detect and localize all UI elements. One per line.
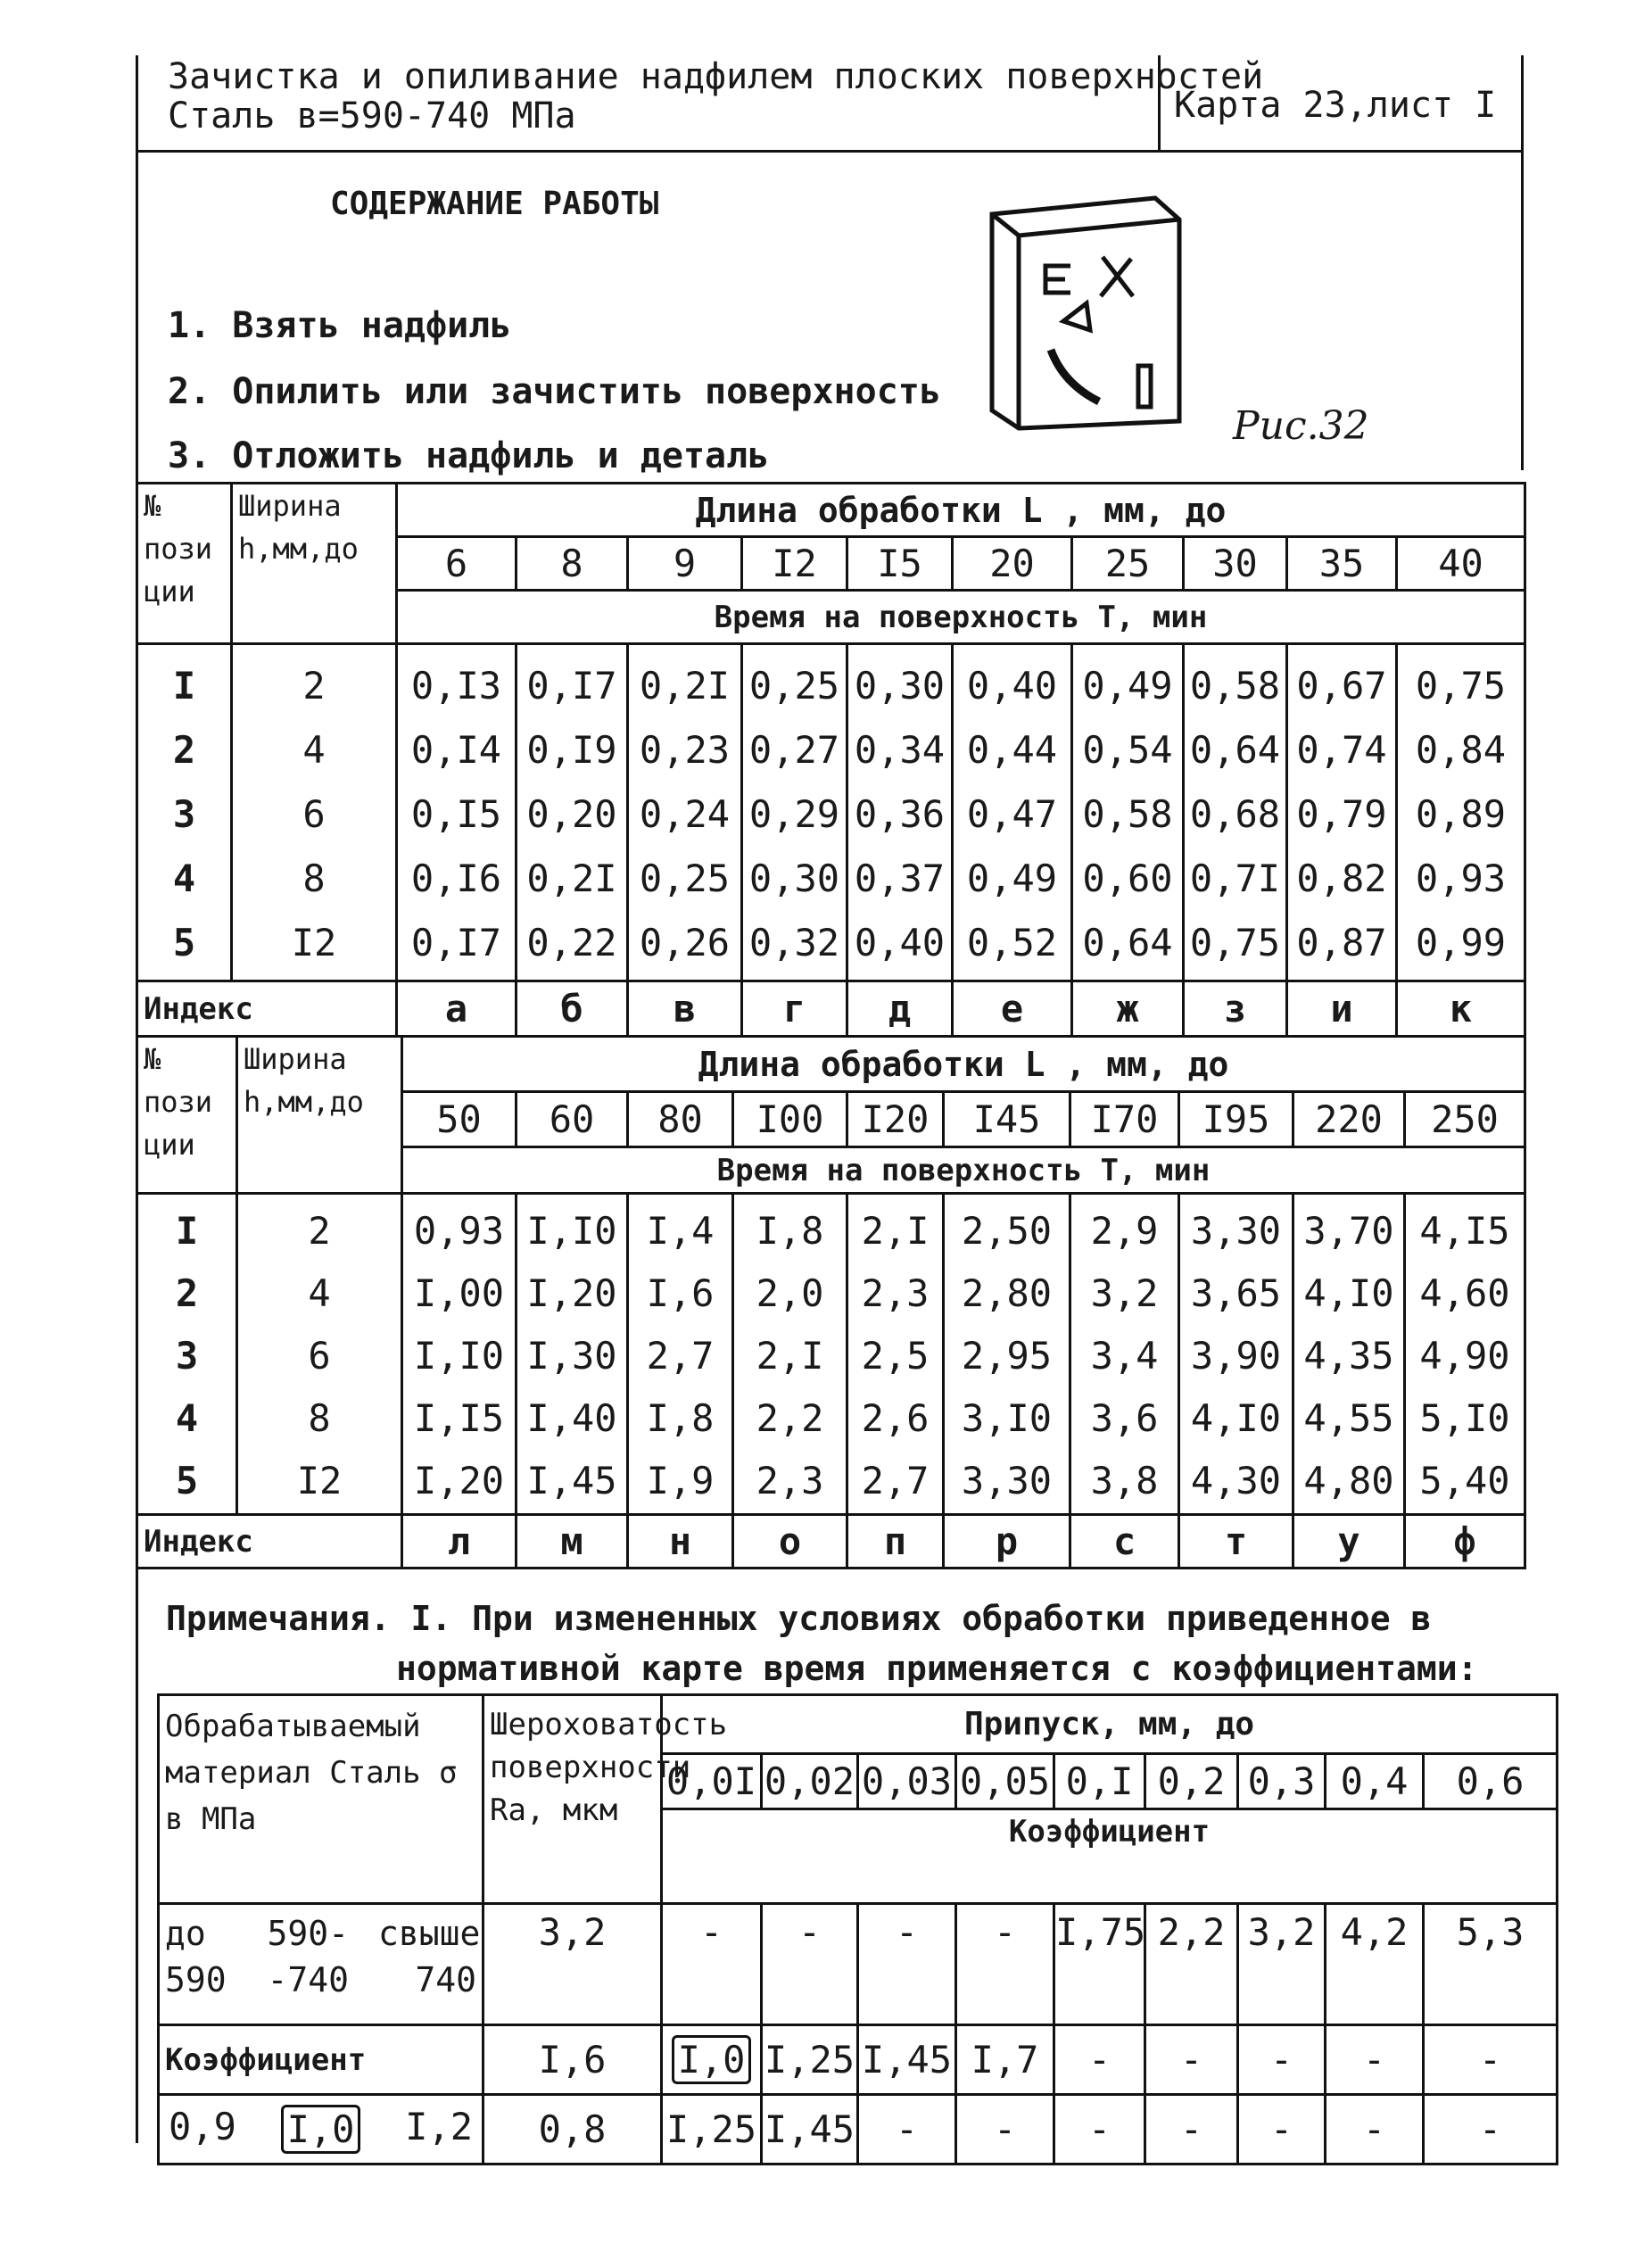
time-value-cell: 4,I0: [1190, 1396, 1282, 1440]
material-coef: 0,9: [169, 2105, 236, 2148]
material-range: 590- -740: [267, 1914, 350, 1999]
coef-cell: 2,2: [1145, 1904, 1238, 2025]
position-cell: 2: [172, 728, 196, 772]
coef-row-3: [159, 2095, 1558, 2165]
length-cell: I95: [1179, 1092, 1293, 1147]
boxed-value: I,0: [672, 2035, 752, 2084]
length-cell: I70: [1070, 1092, 1179, 1147]
col-width-header: Ширина h,мм,до: [232, 484, 397, 644]
coef-cell: I,25: [762, 2025, 858, 2095]
index-cell: т: [1179, 1515, 1293, 1569]
note-line2: нормативной карте время применяется с коэффициентами:: [396, 1649, 1478, 1688]
coef-cell: -: [762, 1904, 858, 2025]
coef-row-2: [159, 2025, 1558, 2095]
time-value-cell: I,9: [646, 1459, 715, 1502]
time-value-cell: 2,3: [756, 1459, 824, 1502]
time-value-cell: 0,40: [966, 664, 1058, 708]
time-value-cell: 0,2I: [639, 664, 731, 708]
allowance-cell: 0,05: [956, 1754, 1054, 1809]
time-value-cell: 0,82: [1296, 857, 1387, 900]
length-cell: I2: [742, 537, 847, 591]
allowance-cell: 0,0I: [662, 1754, 762, 1809]
time-value-cell: 0,30: [854, 664, 946, 708]
index-cell: д: [847, 981, 953, 1037]
values-column: [1293, 1194, 1405, 1515]
right-border-top: [1521, 55, 1524, 470]
time-value-cell: 0,34: [854, 728, 946, 772]
coef-cell: 4,2: [1326, 1904, 1424, 2025]
time-value-cell: I,4: [646, 1209, 715, 1253]
time-value-cell: I,20: [413, 1459, 505, 1502]
time-value-cell: 0,I7: [526, 664, 617, 708]
time-value-cell: 0,26: [639, 921, 731, 964]
time-value-cell: 0,75: [1189, 921, 1281, 964]
length-cell: 9: [628, 537, 742, 591]
index-cell: ж: [1072, 981, 1184, 1037]
time-value-cell: 4,55: [1303, 1396, 1394, 1440]
time-value-cell: 0,27: [748, 728, 840, 772]
time-value-cell: 3,30: [961, 1459, 1053, 1502]
index-cell: е: [953, 981, 1072, 1037]
time-value-cell: 0,49: [1082, 664, 1173, 708]
width-cell: 2: [308, 1209, 331, 1253]
width-cell: I2: [291, 921, 337, 964]
time-value-cell: 2,95: [961, 1334, 1053, 1378]
values-column: [733, 1194, 847, 1515]
time-value-cell: 2,50: [961, 1209, 1053, 1253]
time-value-cell: 4,90: [1419, 1334, 1510, 1378]
time-value-cell: 0,29: [748, 792, 840, 836]
time-value-cell: 3,90: [1190, 1334, 1282, 1378]
length-header: Длина обработки L , мм, до: [397, 484, 1525, 537]
time-value-cell: 5,40: [1419, 1459, 1510, 1502]
values-column: [953, 644, 1072, 981]
length-cell: 20: [953, 537, 1072, 591]
time-header: Время на поверхность Т, мин: [402, 1147, 1525, 1194]
allowance-cell: 0,2: [1145, 1754, 1238, 1809]
time-value-cell: 0,2I: [526, 857, 617, 900]
index-cell: н: [628, 1515, 733, 1569]
time-value-cell: 3,8: [1090, 1459, 1159, 1502]
coef-row-1: [159, 1904, 1558, 2025]
coefficient-header: Коэффициент: [662, 1809, 1558, 1904]
time-value-cell: I,I5: [413, 1396, 505, 1440]
note-line1: Примечания. I. При измененных условиях обработки приведенное в: [166, 1599, 1432, 1638]
values-column: [1070, 1194, 1179, 1515]
coef-cell: -: [1238, 2025, 1326, 2095]
coef-cell: I,75: [1054, 1904, 1145, 2025]
length-cell: 8: [516, 537, 628, 591]
position-cell: 2: [175, 1271, 199, 1315]
time-value-cell: 0,I3: [410, 664, 502, 708]
time-value-cell: 2,2: [756, 1396, 824, 1440]
time-value-cell: 0,93: [413, 1209, 505, 1253]
card-number: Карта 23,лист I: [1174, 85, 1497, 126]
bracket-icon: [1045, 266, 1070, 293]
roughness-header: Шероховатость поверхности Ra, мкм: [483, 1695, 662, 1904]
time-value-cell: 2,I: [756, 1334, 824, 1378]
position-cell: I: [175, 1209, 199, 1253]
material-range: свыше 740: [378, 1914, 481, 1999]
index-label: Индекс: [137, 981, 397, 1037]
length-header: Длина обработки L , мм, до: [402, 1037, 1525, 1092]
time-value-cell: 2,3: [861, 1271, 930, 1315]
allowance-cell: 0,02: [762, 1754, 858, 1809]
width-cell: 6: [302, 792, 326, 836]
width-cell: 8: [308, 1396, 331, 1440]
time-value-cell: 4,80: [1303, 1459, 1394, 1502]
time-value-cell: 2,7: [861, 1459, 930, 1502]
time-table-1: [136, 482, 1526, 1038]
bar-icon: [1138, 366, 1151, 407]
coefficient-label: Коэффициент: [159, 2025, 483, 2095]
length-cell: 80: [628, 1092, 733, 1147]
width-cell: 6: [308, 1334, 331, 1378]
triangle-icon: [1063, 303, 1090, 330]
time-value-cell: 2,5: [861, 1334, 930, 1378]
time-value-cell: 0,I6: [410, 857, 502, 900]
coef-cell: -: [1424, 2095, 1558, 2165]
values-column: [1184, 644, 1287, 981]
values-column: [1405, 1194, 1525, 1515]
values-column: [1179, 1194, 1293, 1515]
header-bottom-line: [136, 150, 1524, 153]
values-column: [628, 1194, 733, 1515]
allowance-header: Припуск, мм, до: [662, 1695, 1558, 1754]
time-value-cell: 0,64: [1189, 728, 1281, 772]
material-range: до 590: [165, 1914, 227, 1999]
roughness-cell: 3,2: [483, 1904, 662, 2025]
coef-cell: I,7: [956, 2025, 1054, 2095]
time-value-cell: 0,79: [1296, 792, 1387, 836]
index-cell: г: [742, 981, 847, 1037]
index-cell: р: [944, 1515, 1070, 1569]
coef-cell: -: [1145, 2025, 1238, 2095]
index-label: Индекс: [137, 1515, 402, 1569]
values-column: [402, 1194, 516, 1515]
values-column: [847, 1194, 944, 1515]
index-cell: м: [516, 1515, 628, 1569]
time-value-cell: 4,60: [1419, 1271, 1510, 1315]
allowance-cell: 0,4: [1326, 1754, 1424, 1809]
length-cell: 30: [1184, 537, 1287, 591]
time-value-cell: 3,6: [1090, 1396, 1159, 1440]
time-value-cell: 0,74: [1296, 728, 1387, 772]
coef-cell-boxed: [662, 2025, 762, 2095]
length-cell: 35: [1287, 537, 1397, 591]
length-cell: 60: [516, 1092, 628, 1147]
coef-cell: -: [1238, 2095, 1326, 2165]
coef-cell: 3,2: [1238, 1904, 1326, 2025]
time-value-cell: 2,9: [1090, 1209, 1159, 1253]
time-value-cell: 0,44: [966, 728, 1058, 772]
time-value-cell: 0,52: [966, 921, 1058, 964]
time-value-cell: 0,84: [1415, 728, 1507, 772]
time-value-cell: 0,25: [748, 664, 840, 708]
coefficient-table: [157, 1693, 1558, 2165]
time-value-cell: 4,30: [1190, 1459, 1282, 1502]
time-value-cell: I,8: [756, 1209, 824, 1253]
values-column: [847, 644, 953, 981]
values-column: [1397, 644, 1525, 981]
time-value-cell: 0,58: [1189, 664, 1281, 708]
time-value-cell: 0,89: [1415, 792, 1507, 836]
length-cell: 25: [1072, 537, 1184, 591]
index-cell: ф: [1405, 1515, 1525, 1569]
coef-cell: -: [662, 1904, 762, 2025]
width-cell: 8: [302, 857, 326, 900]
time-value-cell: 3,30: [1190, 1209, 1282, 1253]
time-value-cell: 0,I5: [410, 792, 502, 836]
material-header: Обрабатываемый материал Сталь σ в МПа: [159, 1695, 483, 1904]
coef-cell: -: [956, 1904, 1054, 2025]
allowance-cell: 0,I: [1054, 1754, 1145, 1809]
position-cell: 3: [172, 792, 196, 836]
length-cell: I5: [847, 537, 953, 591]
coef-cell: -: [1326, 2095, 1424, 2165]
coef-cell: -: [1054, 2025, 1145, 2095]
time-value-cell: 2,6: [861, 1396, 930, 1440]
values-column: [1287, 644, 1397, 981]
values-column: [397, 644, 516, 981]
coef-cell: -: [858, 2095, 956, 2165]
values-block: [137, 1194, 1525, 1515]
index-row: [137, 981, 1525, 1037]
needle-file-figure: [981, 187, 1186, 446]
index-cell: л: [402, 1515, 516, 1569]
positions-column: [137, 644, 232, 981]
coef-cell: -: [956, 2095, 1054, 2165]
positions-column: [137, 1194, 237, 1515]
time-value-cell: 0,47: [966, 792, 1058, 836]
time-value-cell: 0,23: [639, 728, 731, 772]
time-value-cell: 0,I4: [410, 728, 502, 772]
values-column: [944, 1194, 1070, 1515]
col-width-header: Ширина h,мм,до: [237, 1037, 402, 1194]
time-value-cell: 5,I0: [1419, 1396, 1510, 1440]
time-value-cell: 0,64: [1082, 921, 1173, 964]
index-cell: в: [628, 981, 742, 1037]
widths-column: [232, 644, 397, 981]
coef-cell: -: [1424, 2025, 1558, 2095]
time-value-cell: 0,58: [1082, 792, 1173, 836]
time-value-cell: 0,32: [748, 921, 840, 964]
material-coef: I,2: [405, 2105, 473, 2148]
step-3: 3. Отложить надфиль и деталь: [168, 435, 770, 476]
position-cell: 5: [172, 921, 196, 964]
time-value-cell: 3,65: [1190, 1271, 1282, 1315]
time-value-cell: 2,7: [646, 1334, 715, 1378]
widths-column: [237, 1194, 402, 1515]
time-value-cell: I,00: [413, 1271, 505, 1315]
time-value-cell: 0,36: [854, 792, 946, 836]
time-header: Время на поверхность Т, мин: [397, 591, 1525, 644]
time-value-cell: 0,49: [966, 857, 1058, 900]
header-title-line2: Сталь в=590-740 МПа: [168, 95, 576, 137]
allowance-cell: 0,3: [1238, 1754, 1326, 1809]
time-value-cell: 3,70: [1303, 1209, 1394, 1253]
position-cell: 5: [175, 1459, 199, 1502]
time-value-cell: 4,35: [1303, 1334, 1394, 1378]
material-coef-boxed: I,0: [281, 2105, 361, 2154]
time-value-cell: 0,93: [1415, 857, 1507, 900]
time-value-cell: I,40: [526, 1396, 617, 1440]
position-cell: 4: [172, 857, 196, 900]
width-cell: 4: [302, 728, 326, 772]
time-value-cell: 4,I0: [1303, 1271, 1394, 1315]
section-heading: СОДЕРЖАНИЕ РАБОТЫ: [330, 186, 659, 222]
figure-caption: Рис.32: [1233, 403, 1369, 449]
time-value-cell: 0,99: [1415, 921, 1507, 964]
step-1: 1. Взять надфиль: [168, 305, 512, 346]
time-value-cell: 0,68: [1189, 792, 1281, 836]
time-value-cell: I,45: [526, 1459, 617, 1502]
length-cell: I45: [944, 1092, 1070, 1147]
time-value-cell: 0,25: [639, 857, 731, 900]
cross-icon: [1101, 257, 1133, 296]
index-cell: к: [1397, 981, 1525, 1037]
length-cell: 50: [402, 1092, 516, 1147]
index-cell: з: [1184, 981, 1287, 1037]
coef-cell: -: [1145, 2095, 1238, 2165]
arc-icon: [1051, 350, 1099, 401]
index-cell: о: [733, 1515, 847, 1569]
time-table-2: [136, 1035, 1526, 1569]
time-value-cell: 0,37: [854, 857, 946, 900]
time-value-cell: 0,20: [526, 792, 617, 836]
time-value-cell: 3,I0: [961, 1396, 1053, 1440]
time-value-cell: 3,2: [1090, 1271, 1159, 1315]
coef-cell: 5,3: [1424, 1904, 1558, 2025]
time-value-cell: 0,87: [1296, 921, 1387, 964]
time-value-cell: 0,54: [1082, 728, 1173, 772]
width-cell: I2: [296, 1459, 343, 1502]
time-value-cell: 0,67: [1296, 664, 1387, 708]
width-cell: 4: [308, 1271, 331, 1315]
index-cell: б: [516, 981, 628, 1037]
time-value-cell: 0,30: [748, 857, 840, 900]
time-value-cell: 2,0: [756, 1271, 824, 1315]
time-value-cell: 0,22: [526, 921, 617, 964]
time-value-cell: 0,I7: [410, 921, 502, 964]
values-column: [628, 644, 742, 981]
time-value-cell: I,I0: [413, 1334, 505, 1378]
values-column: [1072, 644, 1184, 981]
time-value-cell: 3,4: [1090, 1334, 1159, 1378]
values-column: [742, 644, 847, 981]
header-title-line1: Зачистка и опиливание надфилем плоских поверхностей: [168, 56, 1264, 97]
index-cell: у: [1293, 1515, 1405, 1569]
time-value-cell: I,6: [646, 1271, 715, 1315]
position-cell: 3: [175, 1334, 199, 1378]
index-cell: а: [397, 981, 516, 1037]
time-value-cell: 0,7I: [1189, 857, 1281, 900]
allowance-cell: 0,03: [858, 1754, 956, 1809]
length-cell: 250: [1405, 1092, 1525, 1147]
index-cell: и: [1287, 981, 1397, 1037]
time-value-cell: I,30: [526, 1334, 617, 1378]
time-value-cell: I,8: [646, 1396, 715, 1440]
allowance-cell: 0,6: [1424, 1754, 1558, 1809]
coef-cell: -: [1054, 2095, 1145, 2165]
position-cell: I: [172, 664, 196, 708]
time-value-cell: 2,80: [961, 1271, 1053, 1315]
values-block: [137, 644, 1525, 981]
time-value-cell: 0,75: [1415, 664, 1507, 708]
step-2: 2. Опилить или зачистить поверхность: [168, 371, 941, 412]
material-coefs: [159, 2095, 483, 2165]
time-value-cell: 0,40: [854, 921, 946, 964]
roughness-cell: 0,8: [483, 2095, 662, 2165]
col-position-header: № пози ции: [137, 484, 232, 644]
material-ranges: [159, 1904, 483, 2025]
coef-cell: I,45: [762, 2095, 858, 2165]
values-column: [516, 644, 628, 981]
time-value-cell: I,I0: [526, 1209, 617, 1253]
time-value-cell: 2,I: [861, 1209, 930, 1253]
length-cell: 6: [397, 537, 516, 591]
time-value-cell: 4,I5: [1419, 1209, 1510, 1253]
index-row: [137, 1515, 1525, 1569]
coef-cell: -: [858, 1904, 956, 2025]
length-cell: 220: [1293, 1092, 1405, 1147]
col-position-header: № пози ции: [137, 1037, 237, 1194]
coef-cell: -: [1326, 2025, 1424, 2095]
length-cell: I20: [847, 1092, 944, 1147]
coef-cell: I,45: [858, 2025, 956, 2095]
index-cell: с: [1070, 1515, 1179, 1569]
time-value-cell: I,20: [526, 1271, 617, 1315]
width-cell: 2: [302, 664, 326, 708]
time-value-cell: 0,I9: [526, 728, 617, 772]
time-value-cell: 0,60: [1082, 857, 1173, 900]
coef-cell: I,25: [662, 2095, 762, 2165]
time-value-cell: 0,24: [639, 792, 731, 836]
roughness-cell: I,6: [483, 2025, 662, 2095]
length-cell: 40: [1397, 537, 1525, 591]
position-cell: 4: [175, 1396, 199, 1440]
index-cell: п: [847, 1515, 944, 1569]
length-cell: I00: [733, 1092, 847, 1147]
values-column: [516, 1194, 628, 1515]
